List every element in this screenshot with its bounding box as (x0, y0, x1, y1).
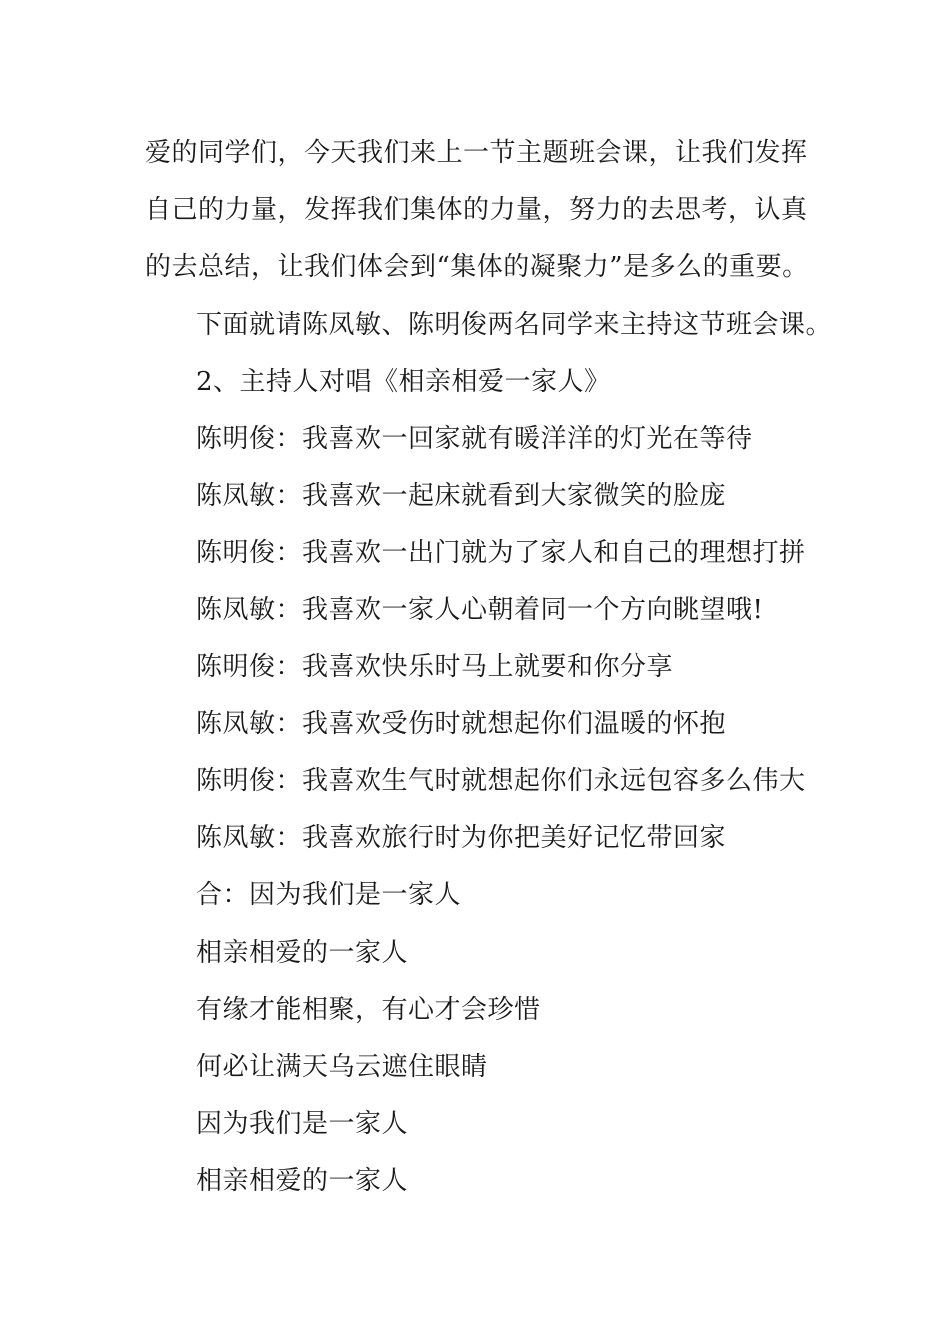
chorus-line-3: 有缘才能相聚，有心才会珍惜 (196, 995, 541, 1025)
chorus-line-4: 何必让满天乌云遮住眼睛 (196, 1052, 488, 1082)
chorus-line-5: 因为我们是一家人 (196, 1109, 409, 1139)
dialogue-line-1: 陈明俊：我喜欢一回家就有暖洋洋的灯光在等待 (196, 424, 753, 454)
dialogue-line-8: 陈凤敏：我喜欢旅行时为你把美好记忆带回家 (196, 823, 727, 853)
host-intro-paragraph: 下面就请陈凤敏、陈明俊两名同学来主持这节班会课。 (196, 310, 833, 340)
chorus-line-1: 合：因为我们是一家人 (196, 880, 462, 910)
chorus-line-6: 相亲相爱的一家人 (196, 1166, 409, 1196)
dialogue-line-7: 陈明俊：我喜欢生气时就想起你们永远包容多么伟大 (196, 766, 806, 796)
intro-line-1: 爱的同学们，今天我们来上一节主题班会课，让我们发挥 (145, 138, 808, 168)
dialogue-line-2: 陈凤敏：我喜欢一起床就看到大家微笑的脸庞 (196, 481, 727, 511)
intro-line-3: 的去总结，让我们体会到“集体的凝聚力”是多么的重要。 (145, 252, 809, 282)
chorus-line-2: 相亲相爱的一家人 (196, 938, 409, 968)
dialogue-line-4: 陈凤敏：我喜欢一家人心朝着同一个方向眺望哦! (196, 595, 764, 625)
dialogue-line-3: 陈明俊：我喜欢一出门就为了家人和自己的理想打拼 (196, 538, 806, 568)
intro-line-2: 自己的力量，发挥我们集体的力量，努力的去思考，认真 (145, 195, 808, 225)
section-heading: 2、主持人对唱《相亲相爱一家人》 (196, 367, 611, 397)
dialogue-line-5: 陈明俊：我喜欢快乐时马上就要和你分享 (196, 652, 674, 682)
dialogue-line-6: 陈凤敏：我喜欢受伤时就想起你们温暖的怀抱 (196, 709, 727, 739)
